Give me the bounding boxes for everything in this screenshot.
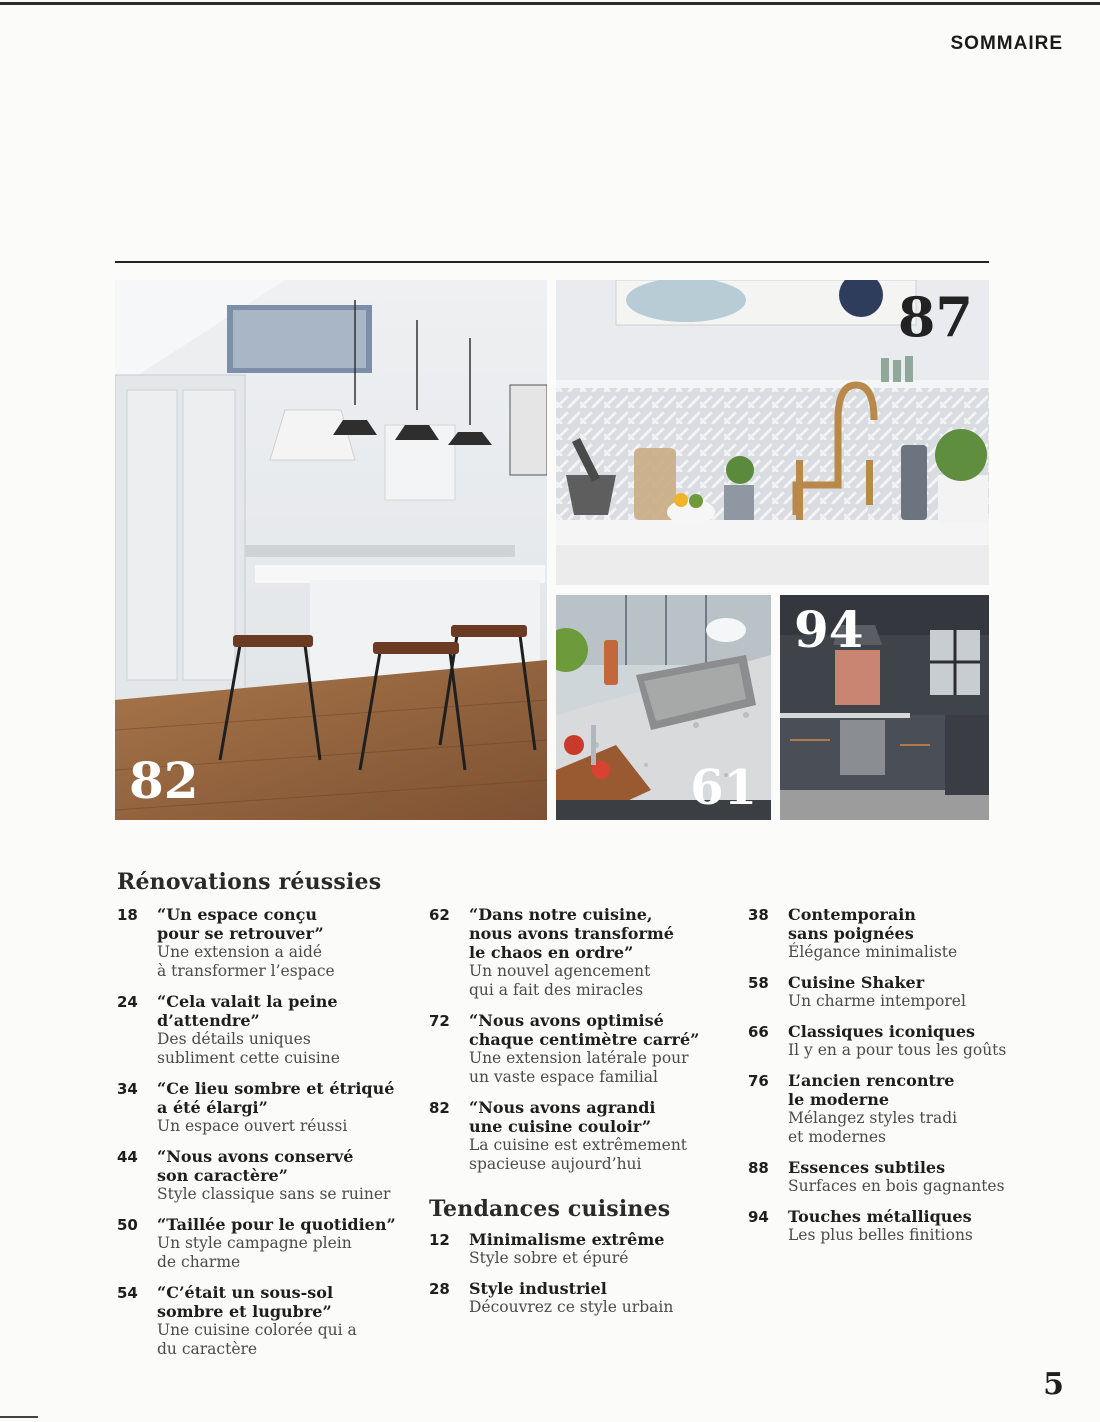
photo-94[interactable] — [780, 595, 989, 820]
toc-description: Élégance minimaliste — [788, 943, 958, 961]
toc-entry[interactable] — [117, 1079, 407, 1136]
toc-entry[interactable] — [117, 992, 407, 1068]
header-rule — [115, 261, 989, 263]
toc-page-number: 38 — [748, 906, 769, 924]
toc-entry[interactable] — [429, 1279, 729, 1317]
toc-page-number: 54 — [117, 1284, 138, 1302]
toc-description: Style classique sans se ruiner — [157, 1185, 391, 1203]
toc-page-number: 72 — [429, 1012, 450, 1030]
toc-description: Un charme intemporel — [788, 992, 966, 1010]
toc-page-number: 24 — [117, 993, 138, 1011]
toc-title: “Dans notre cuisine, nous avons transformé le chaos en ordre” — [469, 905, 674, 962]
toc-entry[interactable] — [748, 973, 1018, 1011]
toc-title: “Nous avons conservé son caractère” — [157, 1147, 354, 1185]
toc-entry[interactable] — [748, 1071, 1018, 1147]
photo-82-number: 82 — [129, 751, 199, 810]
toc-entry[interactable] — [117, 905, 407, 981]
toc-column-3 — [748, 905, 1018, 1256]
toc-entry[interactable] — [429, 1011, 729, 1087]
photo-82[interactable] — [115, 280, 547, 820]
photo-61-number: 61 — [690, 760, 757, 816]
toc-title: “Un espace conçu pour se retrouver” — [157, 905, 324, 943]
photo-94-number: 94 — [794, 600, 864, 659]
toc-entry[interactable] — [117, 1283, 407, 1359]
toc-description: Les plus belles finitions — [788, 1226, 973, 1244]
toc-description: Découvrez ce style urbain — [469, 1298, 674, 1316]
toc-title: “Taillée pour le quotidien” — [157, 1215, 396, 1234]
toc-description: Une cuisine colorée qui a du caractère — [157, 1321, 357, 1358]
toc-entry[interactable] — [429, 1230, 729, 1268]
toc-entry[interactable] — [117, 1215, 407, 1272]
toc-entry[interactable] — [748, 1158, 1018, 1196]
toc-page-number: 58 — [748, 974, 769, 992]
toc-entry[interactable] — [117, 1147, 407, 1204]
toc-title: L’ancien rencontre le moderne — [788, 1071, 955, 1109]
toc-description: Une extension latérale pour un vaste espace familial — [469, 1049, 689, 1086]
toc-title: “Ce lieu sombre et étriqué a été élargi” — [157, 1079, 395, 1117]
toc-title: Touches métalliques — [788, 1207, 972, 1226]
toc-description: Mélangez styles tradi et modernes — [788, 1109, 958, 1146]
toc-title: Essences subtiles — [788, 1158, 946, 1177]
toc-page-number: 12 — [429, 1231, 450, 1249]
toc-description: Style sobre et épuré — [469, 1249, 629, 1267]
toc-description: Des détails uniques subliment cette cuisine — [157, 1030, 340, 1067]
toc-entry[interactable] — [748, 1207, 1018, 1245]
toc-page-number: 62 — [429, 906, 450, 924]
toc-page-number: 66 — [748, 1023, 769, 1041]
kitchen-photo-image — [115, 280, 547, 820]
toc-entry[interactable] — [748, 905, 1018, 962]
section-label: SOMMAIRE — [950, 33, 1063, 54]
toc-page-number: 88 — [748, 1159, 769, 1177]
page-number: 5 — [1043, 1367, 1064, 1402]
photo-87-number: 87 — [897, 285, 973, 349]
toc-page-number: 44 — [117, 1148, 138, 1166]
toc-page-number: 34 — [117, 1080, 138, 1098]
photo-61[interactable] — [556, 595, 771, 820]
toc-title: Style industriel — [469, 1279, 607, 1298]
scan-mark — [0, 1416, 38, 1418]
toc-title: “C’était un sous-sol sombre et lugubre” — [157, 1283, 334, 1321]
toc-entry[interactable] — [429, 1098, 729, 1174]
toc-title: “Nous avons agrandi une cuisine couloir” — [469, 1098, 656, 1136]
toc-page-number: 76 — [748, 1072, 769, 1090]
toc-description: Il y en a pour tous les goûts — [788, 1041, 1007, 1059]
toc-column-1 — [117, 905, 407, 1370]
toc-description: Un style campagne plein de charme — [157, 1234, 352, 1271]
toc-description: Un espace ouvert réussi — [157, 1117, 348, 1135]
toc-page-number: 82 — [429, 1099, 450, 1117]
toc-column-2 — [429, 905, 729, 1328]
toc-entry[interactable] — [429, 905, 729, 1000]
tendances-heading: Tendances cuisines — [429, 1196, 671, 1222]
toc-title: “Nous avons optimisé chaque centimètre carré” — [469, 1011, 700, 1049]
toc-page-number: 28 — [429, 1280, 450, 1298]
toc-title: Cuisine Shaker — [788, 973, 925, 992]
top-border — [0, 2, 1100, 5]
toc-title: Minimalisme extrême — [469, 1230, 665, 1249]
photo-87[interactable] — [556, 280, 989, 585]
toc-title: Classiques iconiques — [788, 1022, 976, 1041]
toc-entry[interactable] — [748, 1022, 1018, 1060]
renovations-heading: Rénovations réussies — [117, 869, 382, 895]
toc-description: La cuisine est extrêmement spacieuse aujourd’hui — [469, 1136, 688, 1173]
toc-page-number: 94 — [748, 1208, 769, 1226]
toc-page-number: 50 — [117, 1216, 138, 1234]
toc-description: Une extension a aidé à transformer l’espace — [157, 943, 335, 980]
toc-page-number: 18 — [117, 906, 138, 924]
toc-description: Surfaces en bois gagnantes — [788, 1177, 1005, 1195]
toc-title: “Cela valait la peine d’attendre” — [157, 992, 338, 1030]
toc-description: Un nouvel agencement qui a fait des miracles — [469, 962, 651, 999]
toc-title: Contemporain sans poignées — [788, 905, 916, 943]
